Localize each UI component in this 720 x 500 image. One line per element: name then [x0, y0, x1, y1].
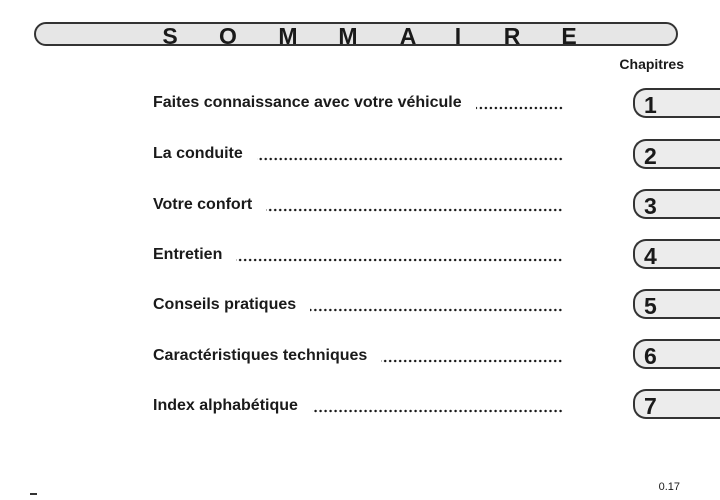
- chapter-number: 3: [644, 193, 657, 219]
- toc-label: La conduite: [153, 145, 243, 162]
- toc-entry-index[interactable]: [153, 397, 563, 417]
- chapter-number: 5: [644, 293, 657, 319]
- toc-leader-dots: [476, 106, 563, 110]
- title-letter: S: [162, 23, 178, 49]
- chapter-number: 4: [644, 243, 657, 269]
- title-letter: M: [338, 23, 358, 49]
- toc-leader-dots: [381, 359, 563, 363]
- chapter-tab-4[interactable]: [633, 239, 720, 269]
- toc-entry-vehicle[interactable]: [153, 94, 563, 114]
- toc-label: Faites connaissance avec votre véhicule: [153, 94, 462, 111]
- title-bar: [34, 22, 678, 49]
- title-letter: E: [561, 23, 577, 49]
- page-number: 0.17: [658, 481, 680, 493]
- chapter-number: 7: [644, 393, 657, 419]
- title-letter: A: [399, 23, 417, 49]
- toc-entry-maintenance[interactable]: [153, 246, 563, 266]
- toc-label: Index alphabétique: [153, 397, 298, 414]
- toc-leader-dots: [312, 409, 563, 413]
- toc-leader-dots: [236, 258, 563, 262]
- toc-label: Votre confort: [153, 196, 253, 213]
- chapters-heading: Chapitres: [619, 56, 684, 72]
- chapter-tab-1[interactable]: [633, 88, 720, 118]
- toc-entry-practical-advice[interactable]: [153, 296, 563, 316]
- toc-entry-driving[interactable]: [153, 145, 563, 165]
- toc-leader-dots: [266, 208, 563, 212]
- toc-label: Conseils pratiques: [153, 296, 297, 313]
- toc-label: Caractéristiques techniques: [153, 347, 368, 364]
- chapter-tab-3[interactable]: [633, 189, 720, 219]
- title-letter: I: [454, 23, 462, 49]
- title-letter: M: [278, 23, 298, 49]
- title-letter: R: [503, 23, 521, 49]
- chapter-number: 1: [644, 92, 657, 118]
- chapter-tab-5[interactable]: [633, 289, 720, 319]
- chapter-tab-6[interactable]: [633, 339, 720, 369]
- chapter-tab-2[interactable]: [633, 139, 720, 169]
- chapter-tab-7[interactable]: [633, 389, 720, 419]
- toc-entry-technical-specs[interactable]: [153, 347, 563, 367]
- corner-mark: [30, 493, 37, 495]
- chapter-number: 6: [644, 343, 657, 369]
- title-letter: O: [219, 23, 237, 49]
- toc-leader-dots: [310, 308, 563, 312]
- toc-label: Entretien: [153, 246, 223, 263]
- toc-entry-comfort[interactable]: [153, 196, 563, 216]
- chapter-number: 2: [644, 143, 657, 169]
- toc-leader-dots: [257, 157, 563, 161]
